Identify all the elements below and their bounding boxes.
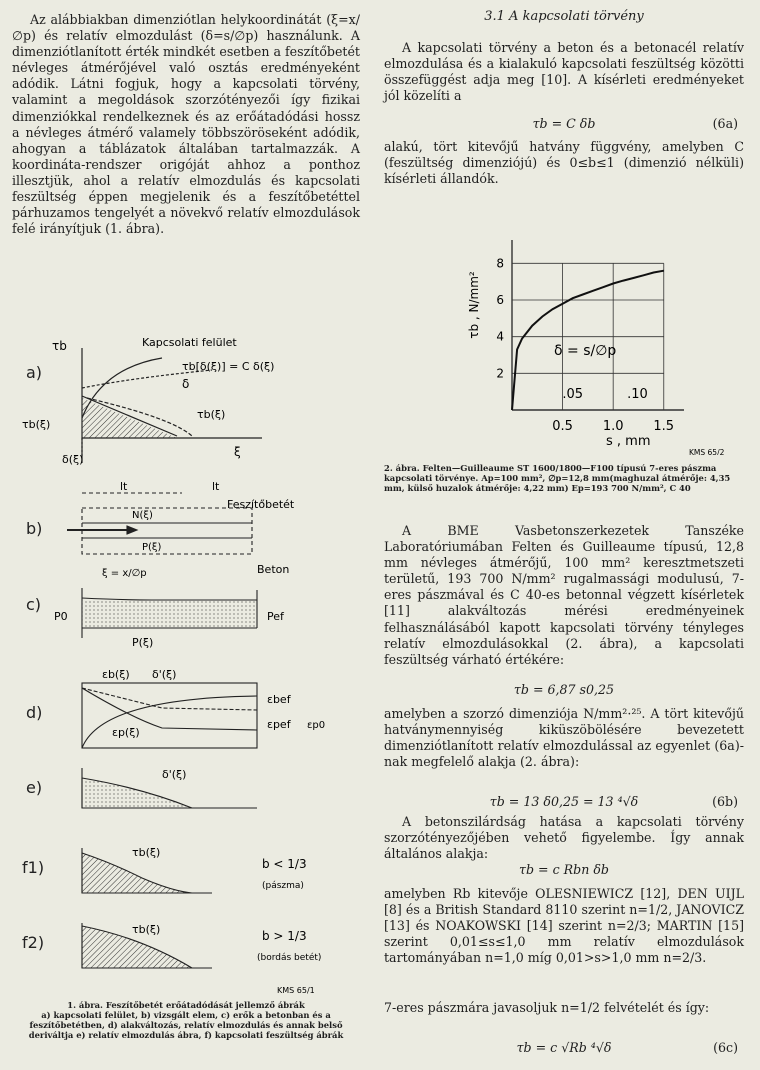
label-delta-e: δ'(ξ) [162,768,187,781]
chart-grid [512,240,684,410]
label-P-xi: P(ξ) [132,636,154,649]
label-tau-f2: τb(ξ) [132,923,161,936]
label-beton: Beton [257,563,290,576]
row-label-f2: f2) [22,933,45,952]
paragraph-4: amelyben a szorzó dimenziója N/mm²·²⁵. A tört kitevőjű hatványmennyiség kiküszöbölésére bevezetett dimenziótlanított relatív elmozdulással az egyenlet (6a)-nak megfelelő alakja (2. ábra): [384,706,744,770]
paragraph-3: A BME Vasbetonszerkezetek Tanszéke Laboratóriumában Felten és Guilleaume típusú, 12,8 mm névleges átmérőjű, 100 mm² keresztmetszeti területű, 193 700 N/mm² rugalmassági modulusú, 7-eres pászmával és C 40-es betonnal végzett kísérletek [11] alakváltozás mérési eredményeinek felhasználásából kapott kapcsolati törvény tényleges relatív elmozdulásokkal (2. ábra), a kapcsolati feszültség várható értékére: [384,523,744,667]
eq-mid-formula: τb = 6,87 s0,25 [513,682,615,697]
label-tau-b-xi-a: τb(ξ) [197,408,226,421]
equation-6c [384,1040,744,1062]
chart-delta-ticks [562,387,647,402]
label-tau-b: τb [52,339,67,353]
label-P-b: P(ξ) [142,542,162,553]
label-kapcsolati: Kapcsolati felület [142,336,237,349]
label-lt: lt [120,480,128,493]
label-eps-p: εp(ξ) [112,726,140,739]
figure-1-stamp: KMS 65/1 [277,986,315,995]
label-formula-a: τb[δ(ξ)] = C δ(ξ) [182,360,275,373]
chart-x-tick-label: 1.0 [602,419,624,434]
chart-y-tick-label: 6 [496,293,504,307]
label-xi-a: ξ [234,445,241,459]
figure-1d [82,683,257,748]
chart-y-label: τb , N/mm² [467,271,481,339]
label-N: N(ξ) [132,510,153,521]
equation-6a [384,116,744,138]
label-delta: δ [182,377,190,391]
equation-mid [384,682,744,704]
row-labels [22,363,44,952]
label-tau-b-xi-left: τb(ξ) [22,418,51,431]
label-lt-c: lt [212,480,220,493]
figure-2-caption: 2. ábra. Felten—Guilleaume ST 1600/1800—F100 típusú 7-eres pászma kapcsolati törvénye. Ap=100 mm², ∅p=12,8 mm(maghuzal átmérője: 4,35 mm, külső huzalok átmérője: 4,22 mm) Ep=193 700 N/mm², C 40 [384,463,731,493]
eq-general-formula: τb = c Rbn δb [519,862,609,877]
figure-2-chart [384,200,744,455]
chart-y-tick-label: 4 [496,329,504,344]
intro-paragraph: Az alábbiakban dimenziótlan helykoordinátát (ξ=x/∅p) és relatív elmozdulást (δ=s/∅p) használunk. A dimenziótlanított érték mindkét esetben a feszítőbetét névleges átmérőjével való osztás eredményeként adódik. Látni fogjuk, hogy a kapcsolati törvény, valamint a megoldások szorzótényezői így fizikai dimenziókkal rendelkeznek és az erőátadódási hossz a névleges átmérő valamely többszöröseként adódik, ahogyan a táblázatok általában tartalmazzák. A koordináta-rendszer origóját ahhoz a ponthoz illesztjük, ahol a relatív elmozdulás és kapcsolati feszültség éppen megjelenik és a feszítőbetéttel párhuzamos tengelyét a növekvő relatív elmozdulások felé irányítjuk (1. ábra). [12,12,360,237]
row-label-b: b) [26,519,43,538]
paragraph-7: 7-eres pászmára javasoljuk n=1/2 felvételét és így: [384,1000,710,1015]
row-label-a: a) [26,363,43,382]
label-P0: P0 [54,610,68,623]
label-b-gt: b > 1/3 [262,929,307,943]
label-delta-xi-a: δ(ξ) [62,453,84,466]
chart-delta-tick-label: .05 [562,387,584,402]
chart-x-tick-label: 1.5 [653,419,675,434]
chart-delta-label: δ = s/∅p [554,343,617,359]
equation-6b [384,794,744,816]
label-eps-b: εb(ξ) [102,668,130,681]
row-label-d: d) [26,703,43,722]
section-title: 3.1 A kapcsolati törvény [484,9,644,24]
eq-6b-formula: τb = 13 δ0,25 = 13 ⁴√δ [489,794,639,809]
paragraph-6: amelyben Rb kitevője OLESNIEWICZ [12], DEN UIJL [8] és a British Standard 8110 szerint n=1/2, JANOVICZ [13] és NOAKOWSKI [14] szerint n=2/3; MARTIN [15] szerint 0,01≤s≤1,0 mm relatív elmozdulások tartományában n=1,0 míg 0,01>s>1,0 mm n=2/3. [384,886,744,966]
eq-6b-number: (6b) [712,794,738,809]
label-Pef: Pef [267,610,284,623]
label-eps-p0: εp0 [307,720,326,731]
label-delta-xi-d: δ'(ξ) [152,668,177,681]
label-pascma1: (pászma) [262,881,304,891]
figure-1c [82,588,257,638]
equation-general [384,862,744,884]
chart-stamp: KMS 65/2 [689,448,725,455]
eq-6c-number: (6c) [713,1040,738,1055]
label-feszitobetet: Feszítőbetét [227,498,295,511]
eq-6a-formula: τb = C δb [532,116,596,131]
chart-y-ticks [496,256,504,380]
label-bordas: (bordás betét) [257,953,322,963]
chart-x-label: s , mm [606,434,651,449]
paragraph-1: A kapcsolati törvény a beton és a betonacél relatív elmozdulása és a kialakuló kapcsolati feszültség közötti összefüggést adja meg [10]. A kísérleti eredményeket jól közelíti a [384,40,744,104]
label-eps-bef: εbef [267,693,291,706]
label-b-lt: b < 1/3 [262,857,307,871]
paragraph-2: alakú, tört kitevőjű hatvány függvény, amelyben C (feszültség dimenziójú) és 0≤b≤1 (dimenzió nélküli) kísérleti állandók. [384,139,744,187]
chart-y-tick-label: 2 [496,366,504,381]
figure-1-caption-body: a) kapcsolati felület, b) vizsgált elem, c) erők a betonban és a feszítőbetétben, d) alakváltozás, relatív elmozdulás és annak belső deriváltja e) relatív elmozdulás ábra, f) kapcsolati feszültség ábrák [28,1010,344,1040]
figure-1-caption-title: 1. ábra. Feszítőbetét erőátadódását jellemző ábrák [67,1000,305,1010]
eq-6c-formula: τb = c √Rb ⁴√δ [516,1040,612,1055]
paragraph-5: A betonszilárdság hatása a kapcsolati törvény szorzótényezőjében vehető figyelembe. Így annak általános alakja: [384,814,744,862]
chart-y-tick-label: 8 [496,256,504,271]
row-label-c: c) [26,595,42,614]
label-xi-def: ξ = x/∅p [102,568,147,579]
row-label-f1: f1) [22,858,45,877]
label-eps-pef: εpef [267,718,291,731]
chart-delta-tick-label: .10 [627,387,648,402]
label-tau-f1: τb(ξ) [132,846,161,859]
chart-x-tick-label: 0.5 [552,419,573,434]
figure-1 [12,328,360,998]
chart-x-ticks [552,419,674,434]
row-label-e: e) [26,778,43,797]
eq-6a-number: (6a) [712,116,738,131]
